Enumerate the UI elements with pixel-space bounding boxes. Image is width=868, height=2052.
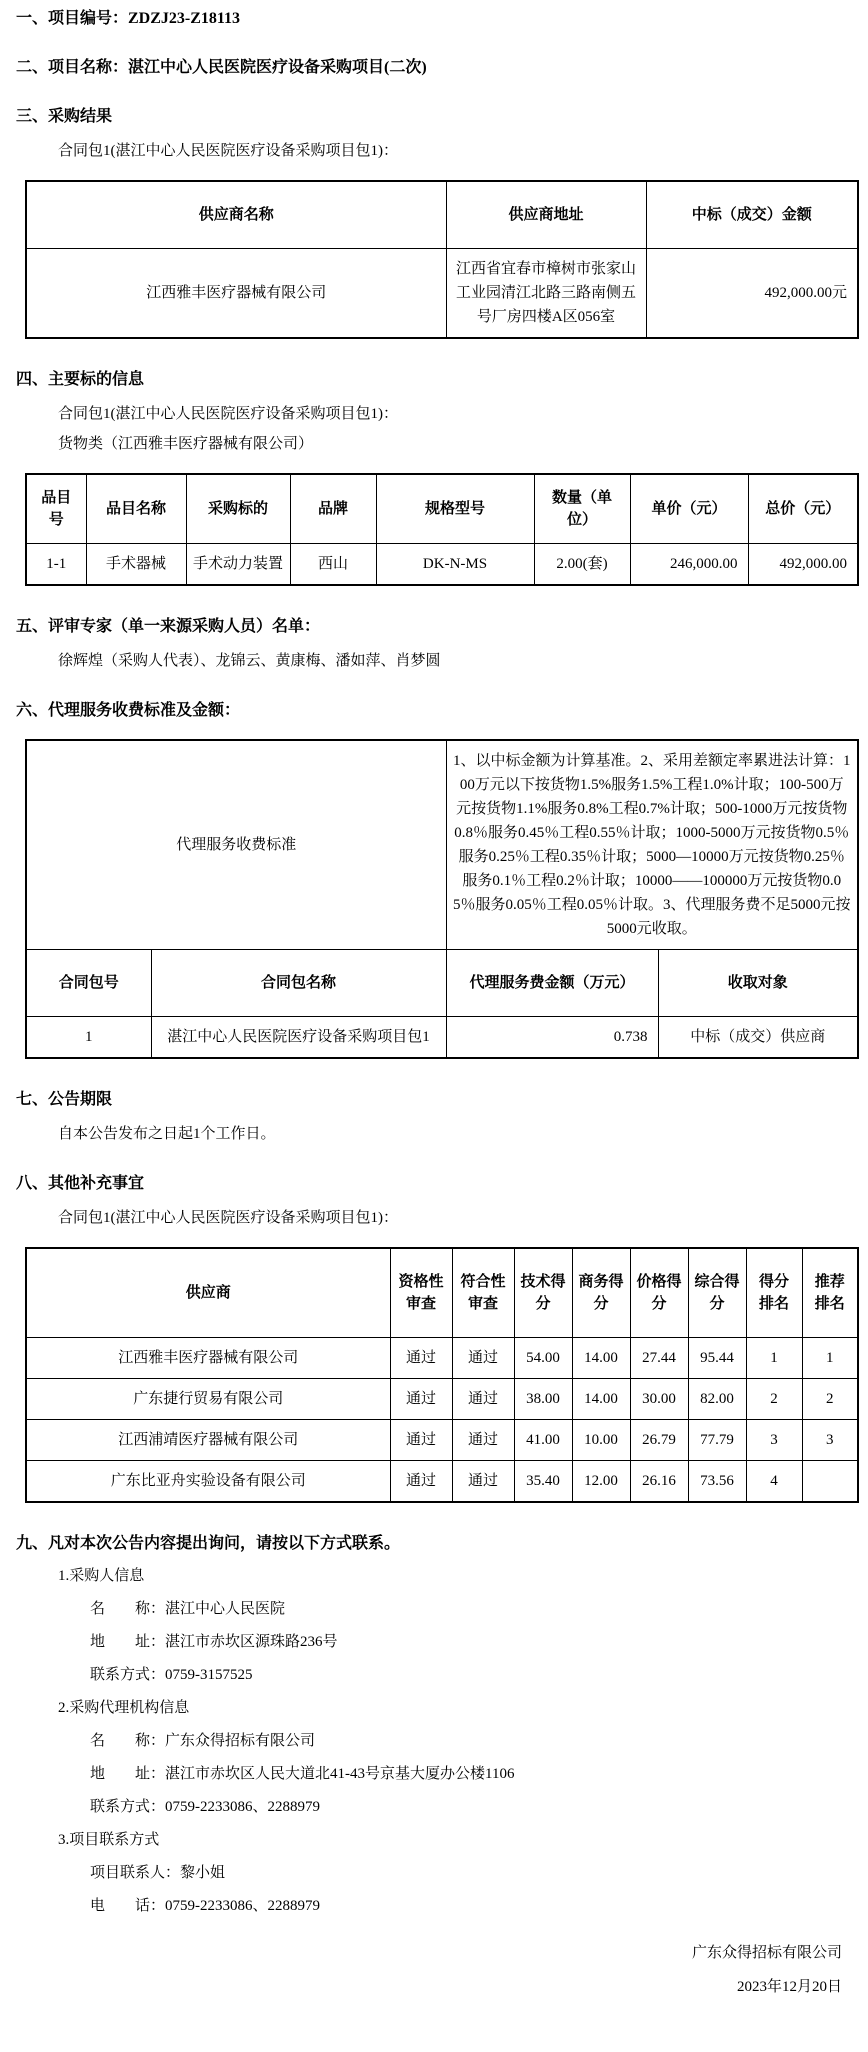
column-header: 品牌	[290, 474, 376, 544]
column-header: 品目号	[26, 474, 86, 544]
agency-info-title: 2.采购代理机构信息	[58, 1700, 190, 1716]
project-number-heading: 一、项目编号：ZDZJ23-Z18113	[16, 10, 241, 27]
package-number-cell: 1	[26, 1017, 151, 1059]
experts-names: 徐辉煌（采购人代表）、龙锦云、黄康梅、潘如萍、肖梦圆	[58, 653, 441, 669]
qualification-review-cell: 通过	[390, 1379, 452, 1420]
supplier-name-cell: 广东捷行贸易有限公司	[26, 1379, 390, 1420]
buyer-name: 名 称：湛江中心人民医院	[90, 1601, 286, 1617]
business-score-cell: 14.00	[572, 1379, 630, 1420]
table-row	[26, 1420, 858, 1461]
brand-cell: 西山	[290, 544, 376, 586]
technical-score-cell: 54.00	[514, 1338, 572, 1379]
fee-standard-row	[26, 740, 858, 950]
quantity-cell: 2.00(套)	[534, 544, 630, 586]
column-header: 收取对象	[658, 950, 858, 1017]
result-package-line: 合同包1(湛江中心人民医院医疗设备采购项目包1)：	[58, 143, 398, 159]
column-header: 品目名称	[86, 474, 186, 544]
price-score-cell: 30.00	[630, 1379, 688, 1420]
column-header: 数量（单位）	[534, 474, 630, 544]
total-score-cell: 82.00	[688, 1379, 746, 1420]
supplement-heading: 八、其他补充事宜	[16, 1175, 145, 1192]
business-score-cell: 12.00	[572, 1461, 630, 1503]
item-number-cell: 1-1	[26, 544, 86, 586]
price-score-cell: 26.16	[630, 1461, 688, 1503]
project-name-heading: 二、项目名称：湛江中心人民医院医疗设备采购项目(二次)	[16, 59, 427, 76]
table-row	[26, 1338, 858, 1379]
qualification-review-cell: 通过	[390, 1461, 452, 1503]
conformity-review-cell: 通过	[452, 1420, 514, 1461]
buyer-phone: 联系方式：0759-3157525	[90, 1667, 253, 1683]
score-rank-cell: 4	[746, 1461, 802, 1503]
supplier-name-cell: 江西浦靖医疗器械有限公司	[26, 1420, 390, 1461]
fee-payer-cell: 中标（成交）供应商	[658, 1017, 858, 1059]
total-score-cell: 77.79	[688, 1420, 746, 1461]
item-name-cell: 手术器械	[86, 544, 186, 586]
project-contact-person: 项目联系人：黎小姐	[90, 1865, 226, 1881]
business-score-cell: 10.00	[572, 1420, 630, 1461]
conformity-review-cell: 通过	[452, 1379, 514, 1420]
table-row	[26, 249, 858, 339]
total-price-cell: 492,000.00	[748, 544, 858, 586]
unit-price-cell: 246,000.00	[630, 544, 748, 586]
result-table	[25, 180, 859, 339]
column-header: 单价（元）	[630, 474, 748, 544]
column-header: 代理服务费金额（万元）	[446, 950, 658, 1017]
supplier-name-cell: 广东比亚舟实验设备有限公司	[26, 1461, 390, 1503]
score-rank-cell: 1	[746, 1338, 802, 1379]
supplier-address-cell: 江西省宜春市樟树市张家山工业园清江北路三路南侧五号厂房四楼A区056室	[446, 249, 646, 339]
technical-score-cell: 38.00	[514, 1379, 572, 1420]
buyer-address: 地 址：湛江市赤坎区源珠路236号	[90, 1634, 338, 1650]
column-header: 供应商名称	[26, 181, 446, 249]
recommend-rank-cell: 3	[802, 1420, 858, 1461]
table-header-row	[26, 1248, 858, 1338]
business-score-cell: 14.00	[572, 1338, 630, 1379]
column-header: 推荐排名	[802, 1248, 858, 1338]
announcement-period-heading: 七、公告期限	[16, 1091, 113, 1108]
supplier-name-cell: 江西雅丰医疗器械有限公司	[26, 1338, 390, 1379]
fee-standard-label: 代理服务收费标准	[26, 740, 446, 950]
column-header: 得分排名	[746, 1248, 802, 1338]
column-header: 规格型号	[376, 474, 534, 544]
score-rank-cell: 2	[746, 1379, 802, 1420]
procurement-target-cell: 手术动力装置	[186, 544, 290, 586]
score-rank-cell: 3	[746, 1420, 802, 1461]
recommend-rank-cell: 2	[802, 1379, 858, 1420]
column-header: 采购标的	[186, 474, 290, 544]
technical-score-cell: 41.00	[514, 1420, 572, 1461]
fee-amount-cell: 0.738	[446, 1017, 658, 1059]
recommend-rank-cell: 1	[802, 1338, 858, 1379]
conformity-review-cell: 通过	[452, 1461, 514, 1503]
package-name-cell: 湛江中心人民医院医疗设备采购项目包1	[151, 1017, 446, 1059]
table-header-row	[26, 950, 858, 1017]
table-row	[26, 1017, 858, 1059]
column-header: 资格性审查	[390, 1248, 452, 1338]
column-header: 技术得分	[514, 1248, 572, 1338]
total-score-cell: 73.56	[688, 1461, 746, 1503]
table-header-row	[26, 474, 858, 544]
column-header: 符合性审查	[452, 1248, 514, 1338]
award-amount-cell: 492,000.00元	[646, 249, 858, 339]
qualification-review-cell: 通过	[390, 1420, 452, 1461]
supplier-name-cell: 江西雅丰医疗器械有限公司	[26, 249, 446, 339]
bid-info-table	[25, 473, 859, 586]
agency-phone: 联系方式：0759-2233086、2288979	[90, 1799, 320, 1815]
price-score-cell: 26.79	[630, 1420, 688, 1461]
column-header: 价格得分	[630, 1248, 688, 1338]
main-bid-info-heading: 四、主要标的信息	[16, 371, 145, 388]
agency-name: 名 称：广东众得招标有限公司	[90, 1733, 316, 1749]
total-score-cell: 95.44	[688, 1338, 746, 1379]
footer-date: 2023年12月20日	[736, 1979, 842, 1995]
buyer-info-title: 1.采购人信息	[58, 1568, 145, 1584]
supplement-package-line: 合同包1(湛江中心人民医院医疗设备采购项目包1)：	[58, 1210, 398, 1226]
technical-score-cell: 35.40	[514, 1461, 572, 1503]
price-score-cell: 27.44	[630, 1338, 688, 1379]
contact-heading: 九、凡对本次公告内容提出询问，请按以下方式联系。	[16, 1535, 401, 1552]
bid-category-line: 货物类（江西雅丰医疗器械有限公司）	[58, 436, 314, 452]
model-cell: DK-N-MS	[376, 544, 534, 586]
column-header: 合同包名称	[151, 950, 446, 1017]
table-header-row	[26, 181, 858, 249]
table-row	[26, 544, 858, 586]
fee-standard-text: 1、以中标金额为计算基准。2、采用差额定率累进法计算：100万元以下按货物1.5%服务1.5%工程1.0%计取；100-500万元按货物1.1%服务0.8%工程0.7%计取；500-1000万元按货物0.8％服务0.45％工程0.55％计取；1000-5000万元按货物0.5％服务0.25％工程0.35％计取；5000—10000万元按货物0.25％服务0.1％工程0.2％计取；10000——100000万元按货物0.05％服务0.05％工程0.05％计取。3、代理服务费不足5000元按5000元收取。	[446, 740, 858, 950]
table-row	[26, 1461, 858, 1503]
agency-fee-heading: 六、代理服务收费标准及金额：	[16, 702, 241, 719]
conformity-review-cell: 通过	[452, 1338, 514, 1379]
column-header: 供应商	[26, 1248, 390, 1338]
footer-company: 广东众得招标有限公司	[691, 1945, 842, 1961]
column-header: 综合得分	[688, 1248, 746, 1338]
agency-address: 地 址：湛江市赤坎区人民大道北41-43号京基大厦办公楼1106	[90, 1766, 515, 1782]
procurement-result-heading: 三、采购结果	[16, 108, 113, 125]
qualification-review-cell: 通过	[390, 1338, 452, 1379]
bid-package-line: 合同包1(湛江中心人民医院医疗设备采购项目包1)：	[58, 406, 398, 422]
column-header: 供应商地址	[446, 181, 646, 249]
project-contact-title: 3.项目联系方式	[58, 1832, 160, 1848]
experts-heading: 五、评审专家（单一来源采购人员）名单：	[16, 618, 321, 635]
score-table	[25, 1247, 859, 1503]
column-header: 中标（成交）金额	[646, 181, 858, 249]
announcement-period-text: 自本公告发布之日起1个工作日。	[58, 1126, 276, 1142]
column-header: 合同包号	[26, 950, 151, 1017]
recommend-rank-cell	[802, 1461, 858, 1503]
column-header: 商务得分	[572, 1248, 630, 1338]
agency-fee-table	[25, 739, 859, 1059]
project-contact-phone: 电 话：0759-2233086、2288979	[90, 1898, 320, 1914]
column-header: 总价（元）	[748, 474, 858, 544]
table-row	[26, 1379, 858, 1420]
